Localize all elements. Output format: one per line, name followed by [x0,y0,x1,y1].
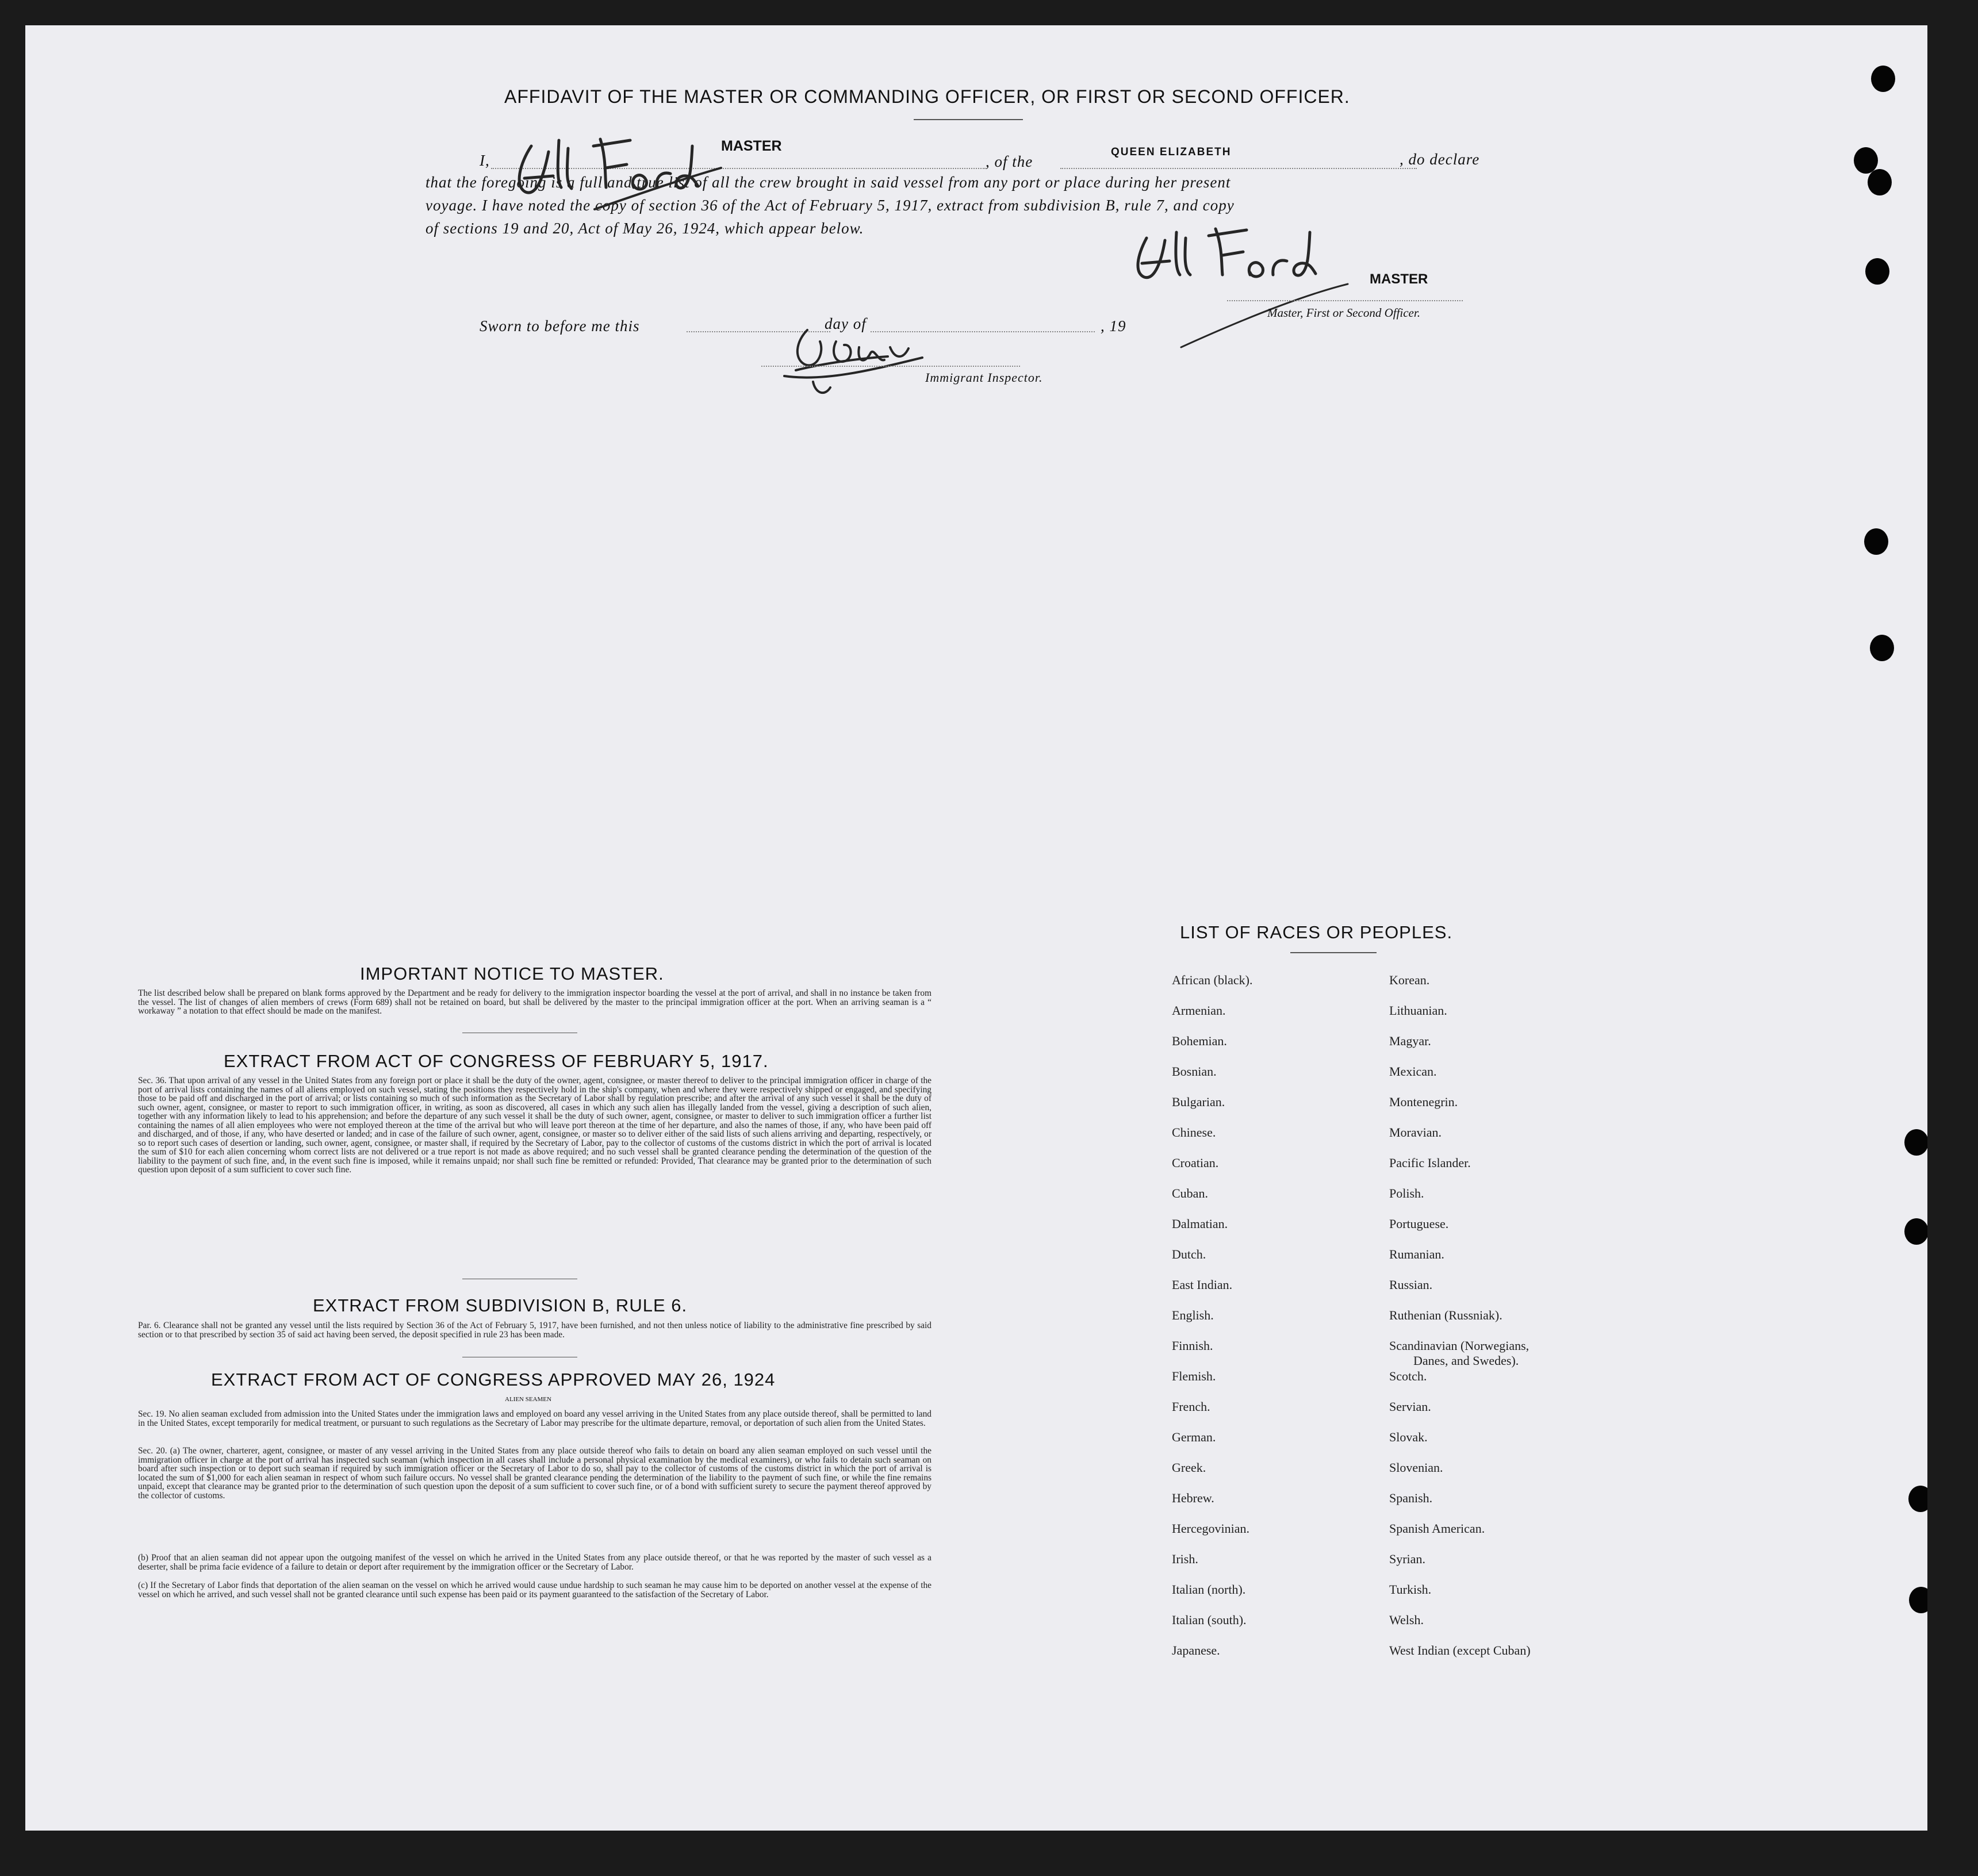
notice-text: The list described below shall be prepared on blank forms approved by the Department and be ready for delivery to the immigration inspector boarding the vessel at the port of arrival, and shall in no instance be taken from the vessel. The list of changes of alien members of crews (Form 689) shall not be retained on board, but shall be delivered by the master to the principal immigration officer at the port. When an arriving seaman is a “ workaway ” a notation to that effect should be made on the manifest. [138,988,931,1016]
races-title: LIST OF RACES OR PEOPLES. [1180,922,1453,942]
race-item: Croatian. [1172,1156,1219,1170]
affidavit-line: that the foregoing is a full and true list of all the crew brought in said vessel from any port or place during her present [425,174,1231,191]
race-item: Greek. [1172,1460,1206,1475]
vessel-field-line [1060,168,1417,169]
race-item: French. [1172,1399,1210,1414]
race-item: Chinese. [1172,1125,1216,1140]
extract-1917-title: EXTRACT FROM ACT OF CONGRESS OF FEBRUARY 5, 1917. [224,1051,769,1071]
extract-1917-text: Sec. 36. That upon arrival of any vessel in the United States from any foreign port or place it shall be the duty of the owner, agent, consignee, or master thereof to deliver to the principal immigration officer in charge of the port of arrival lists containing the names of all aliens employed on such vessel, stating the positions they respectively hold in the ship's company, when and where they were respectively shipped or engaged, and specifying those to be paid off and discharged in the port of arrival; or lists containing so much of such information as the Secretary of Labor shall by regulation prescribe; and after the arrival of any such vessel it shall be the duty of such owner, agent, consignee, or master to report to such immigration officer, in writing, as soon as discovered, all cases in which any such alien has illegally landed from the vessel, giving a description of such alien, together with any information likely to lead to his apprehension; and before the departure of any such vessel it shall be the duty of such owner, agent, consignee, or master to deliver to such immigration officer a further list containing the names of all alien employees who were not employed thereon at the time of the arrival but who will leave port thereon at the time of her departure, and also the names of those, if any, who have been paid off and discharged, and of those, if any, who have deserted or landed; and in case of the failure of such owner, agent, consignee, or master so to deliver either of the said lists of such aliens arriving and departing, respectively, or so to report such cases of desertion or landing, such owner, agent, consignee, or master shall, if required by the Secretary of Labor, pay to the collector of customs of the customs district in which the port of arrival is located the sum of $10 for each alien concerning whom correct lists are not delivered or a true report is not made as above required; and no such vessel shall be granted clearance pending the determination of the question of the liability to the payment of such fine, and, in the event such fine is imposed, while it remains unpaid; nor shall such fine be remitted or refunded: Provided, That clearance may be granted prior to the determination of such question upon deposit of a sum sufficient to cover such fine. [138,1076,931,1175]
race-item: Dalmatian. [1172,1217,1228,1231]
race-item: Bohemian. [1172,1034,1227,1048]
punch-hole [1864,528,1888,555]
year-label: , 19 [1101,317,1126,335]
race-item: West Indian (except Cuban) [1389,1643,1531,1658]
race-item: Rumanian. [1389,1247,1444,1261]
race-item: Mexican. [1389,1064,1437,1079]
sworn-label: Sworn to before me this [480,317,640,335]
race-item: Finnish. [1172,1338,1213,1353]
races-list [1172,973,1747,1663]
race-item: Spanish. [1389,1491,1433,1505]
affidavit-title: AFFIDAVIT OF THE MASTER OR COMMANDING OFFICER, OR FIRST OR SECOND OFFICER. [504,86,1350,107]
race-item: Pacific Islander. [1389,1156,1471,1170]
race-item: Slovenian. [1389,1460,1443,1475]
race-item: Turkish. [1389,1582,1432,1597]
master-stamp: MASTER [721,138,782,154]
race-item: Lithuanian. [1389,1003,1447,1018]
vessel-name: QUEEN ELIZABETH [1111,146,1232,158]
race-item: Irish. [1172,1552,1198,1566]
race-item-continuation: Danes, and Swedes). [1413,1353,1519,1368]
race-item: Japanese. [1172,1643,1220,1658]
officer-sign-line [1227,300,1463,301]
officer-caption: Master, First or Second Officer. [1267,306,1420,320]
race-item: Korean. [1389,973,1430,987]
race-item: Spanish American. [1389,1521,1485,1536]
race-item: Ruthenian (Russniak). [1389,1308,1502,1322]
punch-hole [1870,635,1894,661]
race-item: Flemish. [1172,1369,1216,1383]
alien-seamen-subtitle: ALIEN SEAMEN [505,1396,551,1403]
master-stamp-2: MASTER [1370,271,1428,287]
race-item: Russian. [1389,1277,1433,1292]
race-item: Italian (south). [1172,1613,1247,1627]
race-item: Welsh. [1389,1613,1424,1627]
day-of-label: day of [825,315,867,332]
affidavit-pronoun: I, [480,152,490,169]
sec20b-text: (b) Proof that an alien seaman did not appear upon the outgoing manifest of the vessel on which he arrived in the United States from any place outside thereof, or that he was reported by the master of such vessel as a deserter, shall be prima facie evidence of a failure to detain or deport after requirement by the immigration officer or the Secretary of Labor. [138,1553,931,1572]
race-item: English. [1172,1308,1214,1322]
punch-hole [1871,66,1895,92]
affidavit-line: of sections 19 and 20, Act of May 26, 1924, which appear below. [425,220,864,237]
sec20a-text: Sec. 20. (a) The owner, charterer, agent, consignee, or master of any vessel arriving in the United States from any place outside thereof who fails to detain on board any alien seaman employed on such vessel until the immigration officer in charge at the port of arrival has inspected such seaman (which inspection in all cases shall include a personal physical examination by the medical examiners), or who fails to detain such seaman on board after such inspection or to deport such seaman if required by such immigration officer or the Secretary of Labor to do so, shall pay to the collector of customs of the customs district in which the port of arrival is located the sum of $1,000 for each alien seaman in respect of whom such failure occurs. No vessel shall be granted clearance pending the determination of the liability to the payment of such fine, or while the fine remains unpaid, except that clearance may be granted prior to the determination of such question upon the deposit of a sum sufficient to cover such fine, or of a bond with sufficient surety to secure the payment thereof approved by the collector of customs. [138,1446,931,1501]
extract-1924-title: EXTRACT FROM ACT OF CONGRESS APPROVED MAY 26, 1924 [211,1369,776,1390]
punch-hole [1868,169,1892,195]
race-item: Servian. [1389,1399,1431,1414]
punch-hole [1865,258,1889,285]
race-item: Hercegovinian. [1172,1521,1249,1536]
race-item: German. [1172,1430,1216,1444]
race-item: Montenegrin. [1389,1095,1458,1109]
race-item: Armenian. [1172,1003,1226,1018]
punch-hole [1908,1486,1927,1512]
subdivision-text: Par. 6. Clearance shall not be granted any vessel until the lists required by Section 36 of the Act of February 5, 1917, have been furnished, and not then unless notice of liability to the administrative fine prescribed by said section or to that prescribed by section 35 of said act having been served, the deposit specified in rule 23 has been made. [138,1321,931,1340]
divider [1290,952,1377,953]
sec20c-text: (c) If the Secretary of Labor finds that deportation of the alien seaman on the vessel on which he arrived would cause undue hardship to such seaman he may cause him to be deported on another vessel at the expense of the vessel on which he arrived, and such vessel shall not be granted clearance until such expense has been paid or its payment guaranteed to the satisfaction of the Secretary of Labor. [138,1580,931,1599]
race-item: Scandinavian (Norwegians, [1389,1338,1529,1353]
race-item: African (black). [1172,973,1253,987]
notice-title: IMPORTANT NOTICE TO MASTER. [360,964,664,984]
race-item: Cuban. [1172,1186,1208,1200]
race-item: Slovak. [1389,1430,1428,1444]
inspector-caption: Immigrant Inspector. [925,370,1043,385]
sec19-text: Sec. 19. No alien seaman excluded from admission into the United States under the immigration laws and employed on board any vessel arriving in the United States from any place outside thereof, shall be permitted to land in the United States, except temporarily for medical treatment, or pursuant to such regulations as the Secretary of Labor may prescribe for the ultimate departure, removal, or deportation of such alien from the United States. [138,1409,931,1428]
inspector-signature [773,307,968,405]
race-item: Magyar. [1389,1034,1431,1048]
punch-hole [1909,1587,1927,1613]
race-item: Italian (north). [1172,1582,1246,1597]
manifest-page [25,25,1927,1831]
punch-hole [1904,1218,1927,1245]
race-item: Portuguese. [1389,1217,1449,1231]
subdivision-title: EXTRACT FROM SUBDIVISION B, RULE 6. [313,1295,688,1315]
inspector-sign-line [761,366,1020,367]
do-declare-label: , do declare [1400,151,1480,168]
race-item: Bosnian. [1172,1064,1217,1079]
race-item: Dutch. [1172,1247,1206,1261]
race-item: Hebrew. [1172,1491,1214,1505]
punch-hole [1904,1129,1927,1156]
race-item: Syrian. [1389,1552,1425,1566]
race-item: Scotch. [1389,1369,1427,1383]
divider [914,119,1023,120]
affidavit-line: voyage. I have noted the copy of section 36 of the Act of February 5, 1917, extract from subdivision B, rule 7, and copy [425,197,1235,214]
master-signature [508,123,733,221]
race-item: Bulgarian. [1172,1095,1225,1109]
race-item: East Indian. [1172,1277,1233,1292]
of-the-label: , of the [986,153,1033,170]
race-item: Polish. [1389,1186,1424,1200]
race-item: Moravian. [1389,1125,1442,1140]
master-signature [1129,215,1371,359]
